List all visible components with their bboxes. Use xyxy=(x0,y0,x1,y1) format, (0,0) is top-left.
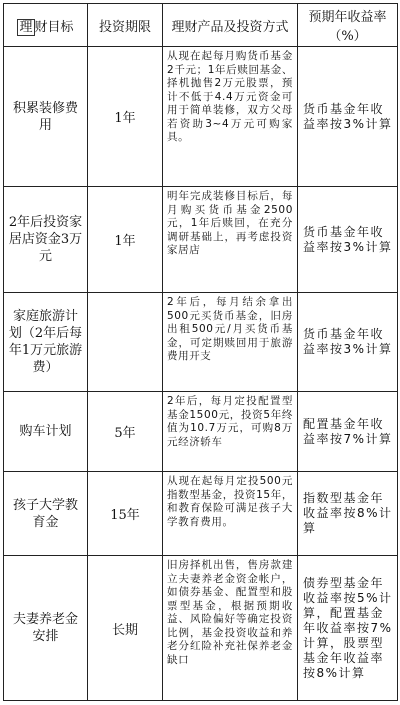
goal-cell: 购车计划 xyxy=(4,392,88,472)
way-cell: 2年后，每月定投配置型基金1500元，投资5年终值为10.7万元，可购8万元经济轿车 xyxy=(163,392,298,472)
goal-cell: 夫妻养老金安排 xyxy=(4,556,88,701)
header-way: 理财产品及投资方式 xyxy=(163,4,298,47)
rate-cell: 货币基金年收益率按3%计算 xyxy=(298,47,398,187)
table-row xyxy=(4,187,398,293)
term-cell: 1年 xyxy=(88,187,163,293)
table-row xyxy=(4,556,398,701)
header-goal xyxy=(4,4,88,47)
term-cell: 1年 xyxy=(88,47,163,187)
table-row xyxy=(4,293,398,392)
term-cell: 长期 xyxy=(88,556,163,701)
goal-cell: 积累装修费用 xyxy=(4,47,88,187)
way-cell: 2年后，每月结余拿出500元买货币基金，旧房出租500元/月买货币基金，可定期赎回用于旅游费用开支 xyxy=(163,293,298,392)
table-row xyxy=(4,472,398,556)
goal-cell: 孩子大学教育金 xyxy=(4,472,88,556)
table-row xyxy=(4,47,398,187)
rate-cell: 货币基金年收益率按3%计算 xyxy=(298,293,398,392)
rate-cell: 债券型基金年收益率按5%计算，配置基金年收益率按7%计算，股票型基金年收益率按8%计算 xyxy=(298,556,398,701)
rate-cell: 指数型基金年收益率按8%计算 xyxy=(298,472,398,556)
table-row xyxy=(4,392,398,472)
way-cell: 旧房择机出售，售房款建立夫妻养老金资金帐户，如债券基金、配置型和股票型基金，根据预期收益、风险偏好等确定投资比例，基金投资收益和养老分红险补充社保养老金缺口 xyxy=(163,556,298,701)
way-cell: 明年完成装修目标后，每月购买货币基金2500元，1年后赎回，在充分调研基础上，再考虑投资家居店 xyxy=(163,187,298,293)
header-rate: 预期年收益率（%） xyxy=(298,4,398,47)
header-goal-marked-char: 理 xyxy=(19,19,33,35)
header-term: 投资期限 xyxy=(88,4,163,47)
term-cell xyxy=(88,293,163,392)
way-cell: 从现在起每月购货币基金2千元；1年后赎回基金、择机抛售2万元股票，预计不低于4.4万元资金可用于简单装修，双方父母若资助3~4万元可购家具。 xyxy=(163,47,298,187)
rate-cell: 货币基金年收益率按3%计算 xyxy=(298,187,398,293)
rate-cell: 配置基金年收益率按7%计算 xyxy=(298,392,398,472)
financial-plan-table xyxy=(3,3,398,701)
header-row xyxy=(4,4,398,47)
term-cell: 5年 xyxy=(88,392,163,472)
way-cell: 从现在起每月定投500元指数型基金，投资15年，和教育保险可满足孩子大学教育费用。 xyxy=(163,472,298,556)
header-goal-text: 财目标 xyxy=(34,19,74,35)
goal-cell: 家庭旅游计划（2年后每年1万元旅游费） xyxy=(4,293,88,392)
goal-cell: 2年后投资家居店资金3万元 xyxy=(4,187,88,293)
term-cell: 15年 xyxy=(88,472,163,556)
